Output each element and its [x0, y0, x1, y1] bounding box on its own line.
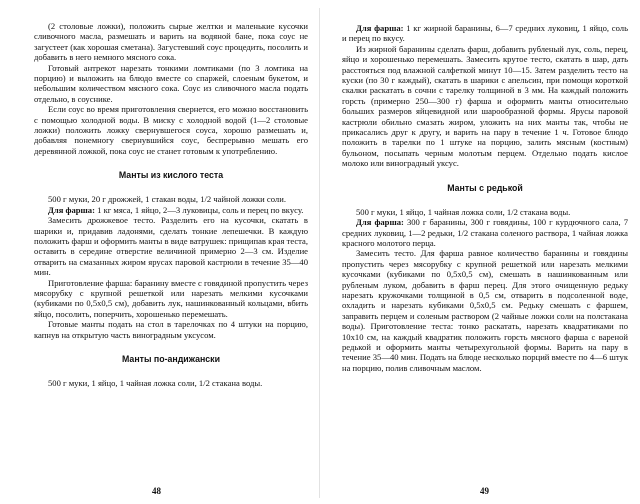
- paragraph: Приготовление фарша: баранину вместе с говядиной пропустить через мясорубку с крупной решеткой или нарезать мелкими кусочками (кубиками по 0,5х0,5 см), добавить лук, нашинкованный кольцами, вбить яйцо, посолить, поперчить, хорошенько перемешать.: [34, 277, 308, 319]
- ingredients: 500 г муки, 1 яйцо, 1 чайная ложка соли, 1/2 стакана воды.: [48, 377, 263, 388]
- paragraph: Из жирной баранины сделать фарш, добавить рубленый лук, соль, перец, яйцо и хорошенько перемешать. Замесить крутое тесто, скатать в шар, дать расстояться под влажной салфеткой минут 10—15. Затем разделить тесто на куски (по 30 г каждый), скатать в шарики с апельсин, при помощи короткой скалки раскатать в сочни с тарелку толщиной в 3 мм. На каждый положить горсть (примерно 250—300 г) фарша и оформить манты относительно больших размеров яйцевидной или шарообразной формы. Ярусы паровой кастрюли обильно смазать жиром, уложить на них манты так, чтобы не прикасались друг к другу, и варить на пару в течение 1 ч. Готовое блюдо положить в тарелки по 1 штуке на порцию, залить мясным (костным) бульоном, посыпать черным молотым перцем. Отдельно подать кислое молоко или виноградный уксус.: [342, 43, 628, 169]
- filling-label: Для фарша:: [356, 217, 404, 228]
- paragraph: (2 столовые ложки), положить сырые желтки и маленькие кусочки сливочного масла, размешать и варить на водяной бане, пока соус не загустеет (как хорошая сметана). Загустевший соус процедить, посолить и добавить в него немного мясного сока.: [34, 21, 308, 63]
- paragraph: Готовые манты подать на стол в тарелочках по 4 штуки на порцию, капнув на открытую часть виноградным уксусом.: [34, 319, 308, 340]
- filling-ingredients: [34, 205, 308, 215]
- recipe-heading: Манты с редькой: [447, 182, 523, 193]
- ingredients: 500 г муки, 1 яйцо, 1 чайная ложка соли, 1/2 стакана воды.: [356, 206, 571, 217]
- right-page: [320, 0, 640, 504]
- filling-text: 1 кг жирной баранины, 6—7 средних луковиц, 1 яйцо, соль и перец по вкусу.: [342, 23, 629, 44]
- filling-ingredients: [342, 23, 628, 44]
- ingredients: 500 г муки, 20 г дрожжей, 1 стакан воды, 1/2 чайной ложки соли.: [48, 194, 286, 205]
- recipe-heading: Манты из кислого теста: [118, 170, 224, 181]
- filling-text: 300 г баранины, 300 г говядины, 100 г курдючного сала, 7 средних луковиц, 1—2 редьки, 1/2 стакана соленого раствора, 1 чайная ложка красного молотого перца.: [342, 217, 629, 248]
- paragraph: Если соус во время приготовления свернется, его можно восстановить с помощью холодной воды. В миску с холодной водой (1—2 столовые ложки) положить ложку свернувшегося соуса, хорошо размешать и, добавляя понемногу свернувшийся соус, беспрерывно мешать его деревянной ложкой, пока соус не станет готовым к употреблению.: [34, 104, 308, 156]
- filling-label: Для фарша:: [48, 204, 95, 215]
- filling-ingredients: [342, 217, 628, 248]
- filling-text: 1 кг мяса, 1 яйцо, 2—3 луковицы, соль и перец по вкусу.: [94, 204, 304, 215]
- page-number: 49: [480, 486, 489, 496]
- page-number: 48: [152, 486, 161, 496]
- filling-label: Для фарша:: [356, 23, 404, 33]
- paragraph: Замесить тесто. Для фарша равное количество баранины и говядины пропустить через мясорубку с крупной решеткой или нарезать мелкими кусочками (кубиками по 0,5х0,5 см), смешать в нашинкованным или рубленым луком, добавить в фарш перец. Для этого очищенную редьку нарезать кружочками толщиной в 0,5 см, отварить в подсоленной воде, охладить и нарезать кубиками 0,5х0,5 см. Редьку смешать с фаршем, заправить перцем и соленым раствором (2 чайные ложки соли на полстакана воды). Приготовление теста: тонко раскатать, нарезать квадратиками по 10х10 см, на каждый квадратик положить горсть мясного фарша с вареной редькой и оформить манты четырехугольной формы. Варить на пару в течение 35—40 мин. Подать на блюде несколько порций вместе по 4—6 штук на порцию, полив сливочным маслом.: [342, 248, 628, 373]
- recipe-heading: Манты по-андижански: [122, 353, 220, 364]
- paragraph: Готовый антрекот нарезать тонкими ломтиками (по 3 ломтика на порцию) и выложить на блюдо вместе со спаржей, слоеным букетом, и небольшим количеством мясного сока. Соус из сливочного масла подать отдельно, в соуснике.: [34, 62, 308, 104]
- paragraph: Замесить дрожжевое тесто. Разделить его на кусочки, скатать в шарики и, придавив ладонями, сделать тонкие лепешечки. В каждую положить фарш и оформить манты в виде ватрушек: прищипав края теста, оставить в середине отверстие величиной примерно 2—3 см. Изделие отварить на смазанных жиром ярусах паровой кастрюли в течение 35—40 мин.: [34, 215, 308, 278]
